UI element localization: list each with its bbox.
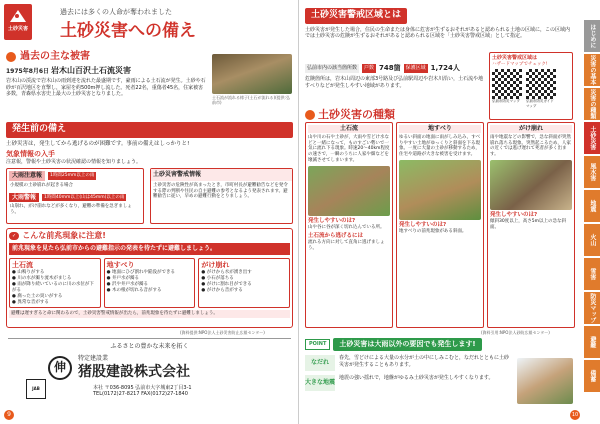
stat-label: 保護区域 — [405, 65, 426, 72]
past-text: 岩木山の渓流で岩木山の雨到達を流れた最盛期です，豪雨による土石流が発生。土砂や石砂が百沢地区を直撃し，家屋を約500m押し流した。死者22名，重傷者45名，住家被害多数，青森県水害史上最大の土砂災害となりました。 — [6, 78, 206, 98]
sign-col-landslide — [104, 258, 196, 308]
type-caption-text: 傾斜30度以上，高さ5m以上の急な斜面。 — [490, 219, 566, 231]
bullet-icon — [6, 52, 16, 62]
sign-item: 井戸水が濁る — [112, 276, 140, 282]
warn1-name: 大雨注意報 — [9, 171, 45, 181]
type-title: がけ崩れ — [490, 125, 572, 133]
sign-item: がけから音がする — [206, 287, 243, 293]
company-logo-icon: 伸 — [48, 356, 72, 380]
stat-value: 748箇 — [379, 64, 401, 72]
sign-item: 木の根が切れる音がする — [112, 287, 162, 293]
cause-label: なだれ — [305, 355, 335, 371]
sign-col-debris — [9, 258, 101, 308]
cert-logo: JAB — [26, 379, 46, 399]
qr-code-icon[interactable] — [526, 69, 556, 99]
past-place: 岩木山百沢土石流災害 — [50, 66, 131, 75]
type-caption-text: 地すべりの前兆現象がある斜面。 — [399, 229, 467, 235]
info-text: 注意報，警報や土砂災害の状況確認の情報を知りましょう。 — [6, 158, 142, 165]
ad-address: 本社 〒036-8095 弘前市大字城東2丁目3-1 — [93, 384, 192, 391]
bullet-icon — [305, 110, 315, 120]
warn1-text: 小規模の土砂崩れが起きる場合 — [10, 182, 73, 188]
cause-text: 地震の強い揺れで，地盤がゆるみ土砂災害が発生しやすくなります。 — [339, 374, 494, 381]
sign-item: 川の水が濁り流木がまじる — [17, 276, 72, 282]
side-tab[interactable]: はじめに — [584, 20, 600, 52]
qr-box — [489, 52, 573, 120]
alert-name: 土砂災害警戒情報 — [151, 169, 292, 181]
page-title: 土砂災害への備え — [60, 21, 196, 41]
early-prep-section — [6, 122, 293, 165]
early-text: 土砂災害は，発生してから逃げるのが困難です。事前の備えはしっかりと! — [6, 140, 190, 147]
debris-illustration — [308, 166, 390, 216]
point-title: 土砂災害は大雨以外の要因でも発生します! — [333, 338, 481, 351]
badge-label: 土砂災害 — [7, 25, 28, 32]
side-tab[interactable]: 防災マップ — [584, 292, 600, 324]
past-date: 1975年8月6日 — [6, 68, 50, 75]
page-subtitle: 過去には多くの人命が奪われました — [60, 8, 172, 16]
types-header — [305, 108, 395, 122]
right-page — [301, 0, 600, 424]
sign-item: 山鳴りがする — [17, 270, 45, 276]
side-tab[interactable]: 地震 — [584, 190, 600, 222]
landslide-illustration — [399, 160, 481, 220]
qr-title: 土砂災害警戒区域は — [492, 55, 538, 61]
type-title: 土石流 — [308, 125, 390, 133]
landslide-icon — [9, 7, 27, 23]
sign-col-title: がけ崩れ — [201, 261, 230, 270]
landslide-photo — [517, 358, 573, 404]
type-desc: 山や川の石や土砂が，大雨や雪どけ水などと一緒になって，ものすごい勢いで一気に流れ下る現象。時速20〜40km程度の速さで，一瞬のうちに人家や畑などを壊滅させてしまいます。 — [308, 134, 390, 164]
warn2-note: 1時間40mm以上(山は45mm)以上の雨 — [44, 194, 125, 200]
page-number: 9 — [4, 410, 14, 420]
ad-type: 特定建設業 — [78, 354, 109, 362]
signs-section — [6, 228, 293, 328]
section-badge — [4, 4, 32, 40]
sign-item: 雨が降り続いているのに川の水位が下がる — [12, 281, 94, 293]
type-col-debris — [305, 122, 393, 328]
sign-columns — [9, 258, 290, 308]
qr-caption: 弘前市防災マップ — [492, 99, 520, 104]
type-caption: 発生しやすいのは? — [399, 222, 447, 229]
type-title: 地すべり — [399, 125, 481, 133]
cause-label: 大きな地震 — [305, 375, 335, 391]
type-col-landslide — [396, 122, 484, 328]
sign-list: ● 山鳴りがする ● 川の水が濁り流木がまじる ● 雨が降り続いているのに川の水位が下がる ● 腐った土の臭いがする ● 異常な音がする — [12, 270, 94, 305]
sign-item: がけに割れ目ができる — [206, 281, 252, 287]
sign-item: 地面にひび割れや陥没ができる — [112, 270, 176, 276]
sign-item: 小石が落ちる — [206, 276, 234, 282]
ad-tagline: ふるさとの豊かな未来を拓く — [110, 343, 189, 350]
ad-tel: TEL(0172)27-8217 FAX(0172)27-1840 — [93, 391, 188, 398]
type-caption: 発生しやすいのは? — [490, 212, 538, 219]
right-intro: 土砂災害が発生した場合，住民の生命または身体に危害が生ずるおそれがあると認められる土地の区域に，この区域内では土砂災害の危険が生ずるおそれがあると認められる区域を「土砂災害警戒区域」として指定。 — [305, 26, 571, 40]
stats-row — [305, 64, 485, 73]
sign-list: ● がけから水が湧き出す ● 小石が落ちる ● がけに割れ目ができる ● がけから音がする — [201, 270, 252, 293]
warning-zone-section — [305, 8, 571, 40]
side-tab[interactable]: 災害の種類 — [584, 88, 600, 120]
type-desc: ゆるい斜面の地面に雨がしみ込み，すべりやすい土地がゆっくりと斜面を下る現象。一度に大量の土砂が移動するため，住宅や道路が大きな被害を受けます。 — [399, 134, 481, 158]
past-damage-section — [6, 50, 206, 98]
past-photo — [212, 54, 292, 105]
side-tab[interactable]: 火山 — [584, 224, 600, 256]
area-text: 危険箇所は，岩木山周辺の東部3号路及び弘前駅周辺や岩木川沿い，土石流や地すべりなどが発生しやすい地域があります。 — [305, 76, 484, 89]
types-columns — [305, 122, 575, 328]
alert-text: 土砂災害の危険性が高まったとき，市町村長が避難勧告などを発令する際の判断や住民の自主避難の参考となるよう発表されます。避難勧告に従い，早めの避難行動をとりましょう。 — [153, 182, 288, 200]
type-caption-text: 山や谷に谷が深く切れ込んでいる所。 — [308, 225, 385, 231]
past-title: 過去の主な被害 — [20, 51, 90, 62]
point-section — [305, 338, 575, 391]
cause-text: 春先，雪どけによる大量の水分が土の中にしみこむと，なだれとともに土砂災害が発生することもあります。 — [339, 355, 510, 368]
type-desc: 雨や地震などの影響で，急な斜面が突然崩れ落ちる現象。突然起こるため，人家の近くでは逃げ遅れて死者が多く出ます。 — [490, 134, 571, 158]
side-tab[interactable]: 避難 — [584, 326, 600, 358]
types-title: 土砂災害の種類 — [318, 108, 395, 121]
warn2-name: 大雨警報 — [9, 193, 39, 203]
sign-col-cliff — [198, 258, 290, 308]
qr-code-icon[interactable] — [492, 69, 522, 99]
stat-value: 1,724人 — [430, 64, 460, 72]
sign-item: がけから水が湧き出す — [206, 270, 252, 276]
side-tab[interactable]: 災害の基本 — [584, 54, 600, 86]
cliff-illustration — [490, 160, 572, 210]
right-credit: (資料引用:NPO法人砂防広報センター) — [481, 330, 550, 335]
stat-label: 戸数 — [364, 65, 375, 72]
photo-caption: 土石流が流れる様子(土石が流れる)(提供:弘前市) — [212, 95, 291, 106]
side-tab[interactable]: 風水害 — [584, 156, 600, 188]
ad-company: 猪股建設株式会社 — [78, 363, 190, 380]
signs-title: こんな前兆現象に注意! — [22, 231, 106, 240]
stats-label: 弘前市内の該当箇所数 — [307, 65, 358, 72]
sign-col-title: 土石流 — [12, 261, 33, 270]
sign-item: 腐った土の臭いがする — [17, 293, 63, 299]
alert-box — [150, 168, 293, 224]
right-title: 土砂災害警戒区域とは — [305, 8, 407, 24]
left-page — [0, 0, 299, 424]
warn2-text: 山崩れ，がけ崩れなどが多くなり，避難の準備を急ぎましょう。 — [10, 204, 132, 216]
info-title: 気象情報の入手 — [6, 149, 55, 158]
advertisement — [8, 338, 291, 418]
side-tab[interactable]: 雪害 — [584, 258, 600, 290]
side-tab[interactable]: 備蓄 — [584, 360, 600, 392]
check-icon: ✓ — [9, 232, 19, 241]
signs-note: 避難は遅すぎると命に関わるので，土砂災害警戒情報が出たら，前兆現象を待たずに避難しましょう。 — [9, 310, 290, 318]
page-number: 10 — [571, 412, 579, 418]
type-caption2: 土石流から逃げるには — [308, 233, 364, 239]
debris-flow-photo — [212, 54, 292, 94]
credit: (資料提供:NPO法人土砂災害防止広報センター) — [180, 330, 265, 335]
side-tab[interactable]: 土砂災害 — [584, 122, 600, 154]
sign-col-title: 地すべり — [106, 261, 135, 270]
qr-subtitle: ハザードマップでチェック! — [492, 61, 548, 67]
warnings-box — [6, 168, 144, 224]
type-col-cliff — [487, 122, 575, 328]
signs-banner: 前兆現象を見たら弘前市からの避難指示の発表を待たずに避難しましょう。 — [9, 243, 290, 255]
warn1-note: 1時間25mm以上の雨 — [50, 172, 95, 178]
qr-caption: 弘前市防災ガイドマップ — [526, 99, 554, 108]
type-caption: 発生しやすいのは? — [308, 218, 356, 225]
early-title: 発生前の備え — [6, 122, 293, 138]
sign-item: 異常な音がする — [17, 299, 49, 305]
sign-list: ● 地面にひび割れや陥没ができる ● 井戸水が濁る ● 沢や井戸水が濁る ● 木の根が切れる音がする — [106, 270, 176, 293]
sign-item: 沢や井戸水が濁る — [112, 281, 149, 287]
point-label: POINT — [305, 339, 330, 350]
type-caption2-text: 流れる方向に対して直角に逃げましょう。 — [308, 240, 385, 251]
